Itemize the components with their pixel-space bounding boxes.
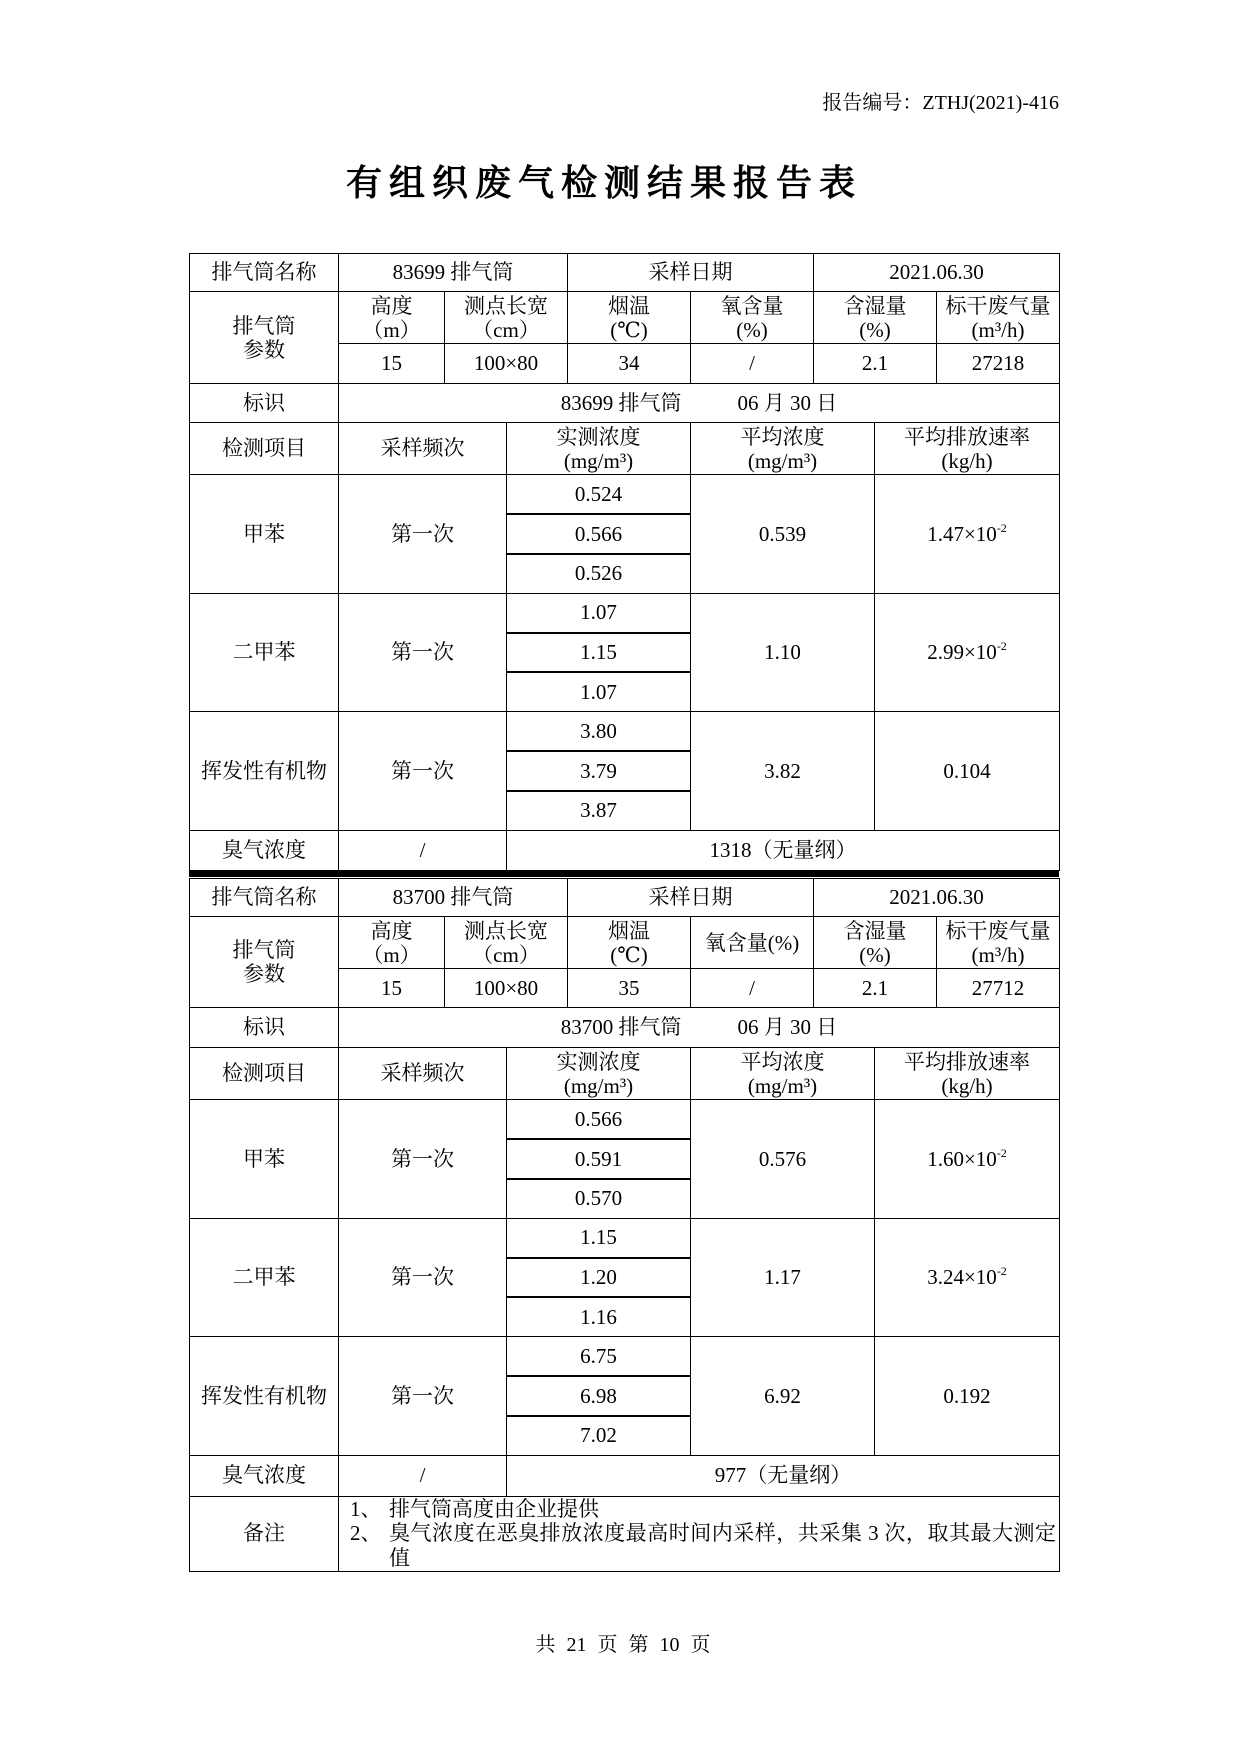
table-row [190, 1337, 1060, 1377]
result-header-unit: (mg/m³) [563, 1073, 634, 1098]
table-row [190, 879, 1060, 917]
measured-value: 3.79 [507, 751, 691, 791]
table-row [190, 1100, 1060, 1140]
remark-text: 臭气浓度在恶臭排放浓度最高时间内采样，共采集 3 次，取其最大测定值 [389, 1521, 1057, 1570]
measured-value: 0.524 [507, 475, 691, 515]
measured-value: 0.591 [507, 1139, 691, 1179]
param-header-unit: （cm） [472, 317, 540, 342]
param-header-name: 氧含量(%) [704, 930, 800, 955]
param-value-temperature: 35 [568, 969, 691, 1008]
stack-name-value: 83699 排气筒 [339, 254, 568, 292]
measured-value: 1.16 [507, 1297, 691, 1337]
param-header-unit: (%) [859, 317, 891, 342]
result-header-rate [875, 1048, 1060, 1100]
item-frequency: 第一次 [339, 475, 507, 594]
param-value-moisture: 2.1 [814, 969, 937, 1008]
id-date: 06 月 30 日 [737, 1015, 838, 1040]
result-header-rate [875, 423, 1060, 475]
param-value-oxygen: / [691, 344, 814, 384]
emission-rate-base: 2.99×10 [927, 640, 997, 665]
table-row [190, 1455, 1060, 1496]
emission-rate [875, 1337, 1060, 1456]
emission-rate-exponent: -2 [996, 639, 1007, 654]
param-header-oxygen [691, 917, 814, 969]
emission-rate-exponent: -2 [996, 520, 1007, 535]
param-value-temperature: 34 [568, 344, 691, 384]
page-footer: 共 21 页 第 10 页 [535, 1634, 711, 1656]
param-header-unit: (m³/h) [971, 942, 1025, 967]
param-value-height: 15 [339, 344, 445, 384]
param-header-unit: (m³/h) [971, 317, 1025, 342]
measured-value: 1.07 [507, 593, 691, 633]
average-value: 1.17 [691, 1218, 875, 1337]
param-value-size: 100×80 [445, 344, 568, 384]
param-header-name: 烟温 [608, 918, 651, 943]
item-frequency: 第一次 [339, 593, 507, 712]
emission-rate-base: 3.24×10 [927, 1265, 997, 1290]
param-header-name: 含湿量 [843, 918, 907, 943]
param-header-flow [937, 292, 1060, 344]
param-header-unit: （m） [362, 317, 421, 342]
item-name: 挥发性有机物 [190, 712, 339, 831]
item-name: 二甲苯 [190, 593, 339, 712]
measured-value: 1.15 [507, 1218, 691, 1258]
param-header-unit: (℃) [610, 942, 648, 967]
param-value-oxygen: / [691, 969, 814, 1008]
odor-label: 臭气浓度 [190, 830, 339, 870]
param-header-size [445, 292, 568, 344]
section-2-table [189, 878, 1060, 1572]
table-row [190, 254, 1060, 292]
param-header-unit: (%) [859, 942, 891, 967]
param-header-unit: (%) [736, 317, 768, 342]
result-header-unit: (mg/m³) [747, 1073, 818, 1098]
measured-value: 6.75 [507, 1337, 691, 1377]
item-frequency: 第一次 [339, 1100, 507, 1219]
id-value [339, 1008, 1060, 1048]
page-title: 有组织废气检测结果报告表 [345, 163, 862, 203]
measured-value: 0.566 [507, 514, 691, 554]
average-value: 0.576 [691, 1100, 875, 1219]
average-value: 3.82 [691, 712, 875, 831]
table-row [190, 1218, 1060, 1258]
odor-frequency: / [339, 1455, 507, 1496]
table-row [190, 1496, 1060, 1571]
id-stack: 83700 排气筒 [560, 1015, 682, 1040]
emission-rate-base: 1.47×10 [927, 521, 997, 546]
emission-rate-base: 0.192 [943, 1383, 991, 1408]
param-header-name: 烟温 [608, 293, 651, 318]
section-divider [189, 870, 1059, 877]
result-header-average [691, 423, 875, 475]
table-row [190, 830, 1060, 870]
stack-name-label: 排气筒名称 [190, 254, 339, 292]
remark-item [350, 1497, 1056, 1522]
result-header-unit: (mg/m³) [747, 448, 818, 473]
stack-name-value: 83700 排气筒 [339, 879, 568, 917]
stack-params-label-line: 参数 [243, 962, 285, 986]
result-header-measured [507, 1048, 691, 1100]
param-header-unit: (℃) [610, 317, 648, 342]
param-header-name: 测点长宽 [464, 293, 548, 318]
item-name: 挥发性有机物 [190, 1337, 339, 1456]
param-header-unit: （m） [362, 942, 421, 967]
result-header-measured [507, 423, 691, 475]
table-row [190, 475, 1060, 515]
param-header-temperature [568, 292, 691, 344]
result-header-unit: (kg/h) [941, 448, 993, 473]
result-header-frequency: 采样频次 [339, 423, 507, 475]
sampling-date-label: 采样日期 [568, 879, 814, 917]
item-frequency: 第一次 [339, 1337, 507, 1456]
remark-text: 排气筒高度由企业提供 [389, 1496, 599, 1521]
emission-rate [875, 1218, 1060, 1337]
result-header-unit: (kg/h) [941, 1073, 993, 1098]
param-header-size [445, 917, 568, 969]
sampling-date-value: 2021.06.30 [814, 254, 1060, 292]
param-header-oxygen [691, 292, 814, 344]
emission-rate-base: 0.104 [943, 758, 991, 783]
param-header-flow [937, 917, 1060, 969]
param-value-size: 100×80 [445, 969, 568, 1008]
table-row [190, 423, 1060, 475]
stack-params-label-line: 排气筒 [232, 313, 296, 338]
average-value: 0.539 [691, 475, 875, 594]
param-header-height [339, 917, 445, 969]
measured-value: 7.02 [507, 1416, 691, 1456]
emission-rate [875, 475, 1060, 594]
stack-params-label-line: 排气筒 [232, 938, 296, 962]
item-name: 甲苯 [190, 1100, 339, 1219]
id-stack: 83699 排气筒 [560, 390, 682, 415]
param-header-unit: （cm） [472, 942, 540, 967]
remark-item [350, 1521, 1056, 1570]
emission-rate-exponent: -2 [996, 1145, 1007, 1160]
table-row [190, 292, 1060, 344]
measured-value: 1.15 [507, 633, 691, 673]
measured-value: 3.80 [507, 712, 691, 752]
odor-label: 臭气浓度 [190, 1455, 339, 1496]
table-row [190, 1008, 1060, 1048]
stack-params-label [190, 292, 339, 384]
emission-rate [875, 712, 1060, 831]
emission-rate [875, 593, 1060, 712]
param-header-name: 含湿量 [843, 293, 907, 318]
result-header-item: 检测项目 [190, 423, 339, 475]
table-row [190, 712, 1060, 752]
result-header-name: 实测浓度 [556, 1049, 641, 1074]
id-label: 标识 [190, 1008, 339, 1048]
report-number: 报告编号：ZTHJ(2021)-416 [822, 92, 1059, 114]
emission-rate [875, 1100, 1060, 1219]
table-row [190, 1048, 1060, 1100]
result-header-name: 平均排放速率 [904, 424, 1031, 449]
measured-value: 0.526 [507, 554, 691, 594]
average-value: 6.92 [691, 1337, 875, 1456]
result-header-name: 实测浓度 [556, 424, 641, 449]
result-header-unit: (mg/m³) [563, 448, 634, 473]
stack-params-label-line: 参数 [243, 337, 285, 362]
param-header-temperature [568, 917, 691, 969]
table-row [190, 593, 1060, 633]
result-header-name: 平均排放速率 [904, 1049, 1031, 1074]
param-header-name: 氧含量 [720, 293, 784, 318]
measured-value: 1.20 [507, 1258, 691, 1298]
param-header-name: 标干废气量 [945, 293, 1051, 318]
result-header-frequency: 采样频次 [339, 1048, 507, 1100]
item-name: 二甲苯 [190, 1218, 339, 1337]
param-value-moisture: 2.1 [814, 344, 937, 384]
param-value-flow: 27712 [937, 969, 1060, 1008]
param-header-height [339, 292, 445, 344]
odor-value: 977（无量纲） [507, 1455, 1060, 1496]
id-value [339, 384, 1060, 423]
result-header-name: 平均浓度 [740, 1049, 825, 1074]
item-name: 甲苯 [190, 475, 339, 594]
table-row [190, 917, 1060, 969]
measured-value: 0.566 [507, 1100, 691, 1140]
odor-value: 1318（无量纲） [507, 830, 1060, 870]
param-header-name: 测点长宽 [464, 918, 548, 943]
result-header-name: 平均浓度 [740, 424, 825, 449]
result-header-average [691, 1048, 875, 1100]
remark-number: 1、 [350, 1496, 382, 1521]
param-header-name: 高度 [370, 918, 413, 943]
odor-frequency: / [339, 830, 507, 870]
emission-rate-exponent: -2 [996, 1264, 1007, 1279]
remarks-label: 备注 [190, 1496, 339, 1571]
result-header-item: 检测项目 [190, 1048, 339, 1100]
param-header-name: 高度 [370, 293, 413, 318]
param-value-height: 15 [339, 969, 445, 1008]
measured-value: 0.570 [507, 1179, 691, 1219]
id-date: 06 月 30 日 [737, 390, 838, 415]
id-label: 标识 [190, 384, 339, 423]
item-frequency: 第一次 [339, 712, 507, 831]
remarks-content [339, 1496, 1060, 1571]
param-header-moisture [814, 292, 937, 344]
table-row [190, 384, 1060, 423]
item-frequency: 第一次 [339, 1218, 507, 1337]
sampling-date-value: 2021.06.30 [814, 879, 1060, 917]
param-header-moisture [814, 917, 937, 969]
measured-value: 3.87 [507, 791, 691, 831]
param-value-flow: 27218 [937, 344, 1060, 384]
section-1-table [189, 253, 1060, 871]
param-header-name: 标干废气量 [945, 918, 1051, 943]
average-value: 1.10 [691, 593, 875, 712]
remark-number: 2、 [350, 1521, 382, 1546]
stack-params-label [190, 917, 339, 1008]
emission-rate-base: 1.60×10 [927, 1146, 997, 1171]
sampling-date-label: 采样日期 [568, 254, 814, 292]
measured-value: 1.07 [507, 672, 691, 712]
stack-name-label: 排气筒名称 [190, 879, 339, 917]
measured-value: 6.98 [507, 1376, 691, 1416]
